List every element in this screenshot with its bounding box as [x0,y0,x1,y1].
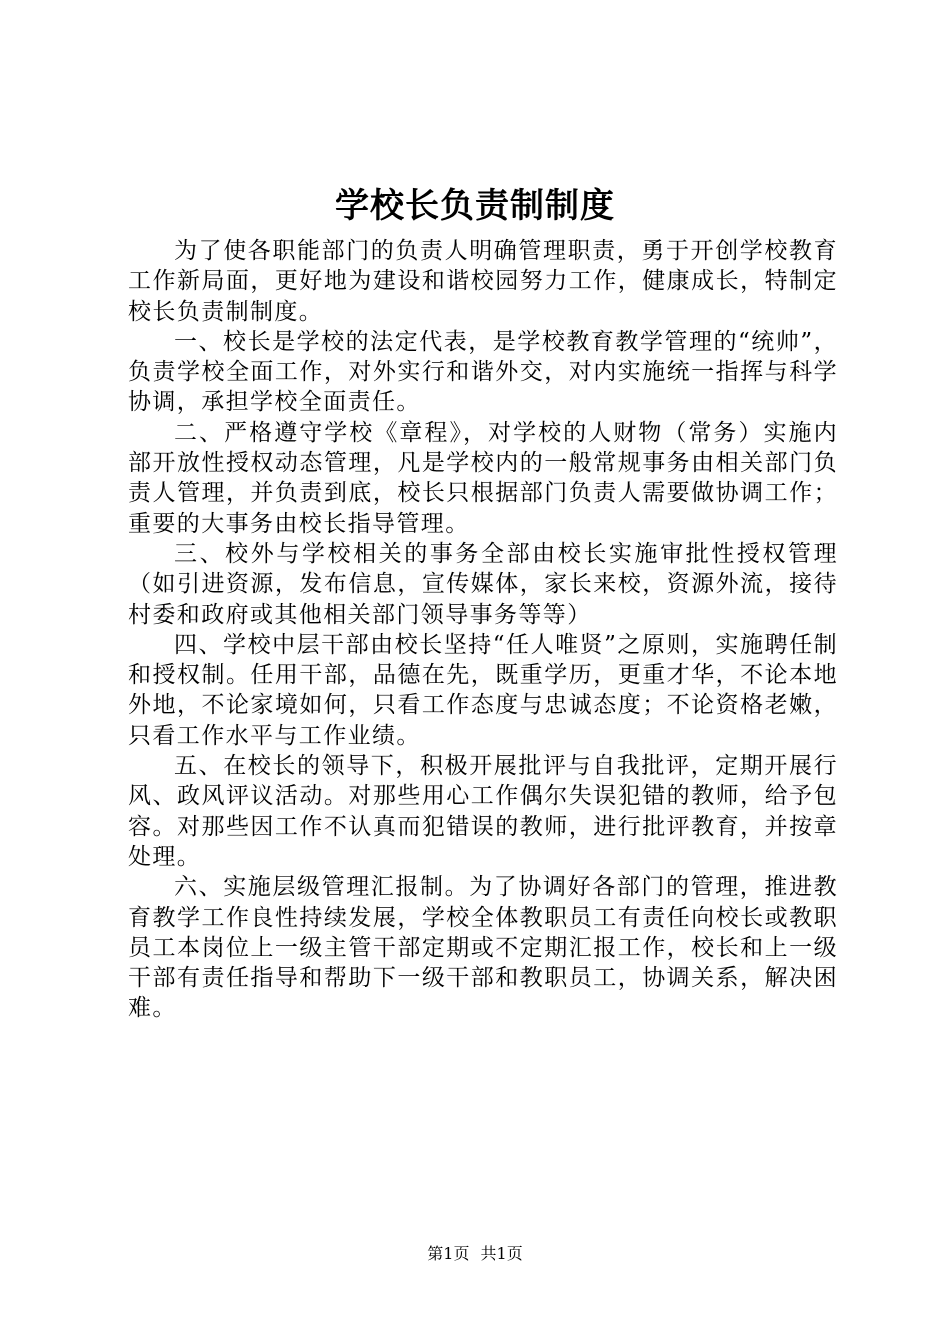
paragraph-item-6: 六、实施层级管理汇报制。为了协调好各部门的管理，推进教育教学工作良性持续发展，学校全体教职员工有责任向校长或教职员工本岗位上一级主管干部定期或不定期汇报工作，校长和上一级干部有责任指导和帮助下一级干部和教职员工，协调关系，解决困难。 [128,874,838,1022]
paragraph-item-3: 三、校外与学校相关的事务全部由校长实施审批性授权管理（如引进资源，发布信息，宣传媒体，家长来校，资源外流，接待村委和政府或其他相关部门领导事务等等） [128,540,838,628]
paragraph-item-4: 四、学校中层干部由校长坚持“任人唯贤”之原则，实施聘任制和授权制。任用干部，品德在先，既重学历，更重才华，不论本地外地，不论家境如何，只看工作态度与忠诚态度；不论资格老嫩，只看工作水平与工作业绩。 [128,631,838,749]
document-title: 学校长负责制制度 [335,186,615,226]
paragraph-item-1: 一、校长是学校的法定代表，是学校教育教学管理的“统帅”，负责学校全面工作，对外实行和谐外交，对内实施统一指挥与科学协调，承担学校全面责任。 [128,328,838,416]
document-body [128,236,838,1024]
paragraph-item-5: 五、在校长的领导下，积极开展批评与自我批评，定期开展行风、政风评议活动。对那些用心工作偶尔失误犯错的教师，给予包容。对那些因工作不认真而犯错误的教师，进行批评教育，并按章处理。 [128,753,838,870]
paragraph-intro: 为了使各职能部门的负责人明确管理职责，勇于开创学校教育工作新局面，更好地为建设和谐校园努力工作，健康成长，特制定校长负责制制度。 [128,238,838,325]
paragraph-item-2: 二、严格遵守学校《章程》，对学校的人财物（常务）实施内部开放性授权动态管理，凡是学校内的一般常规事务由相关部门负责人管理，并负责到底，校长只根据部门负责人需要做协调工作；重要的大事务由校长指导管理。 [128,419,838,537]
page-number-current: 第1页 [427,1244,470,1263]
page-number-total: 共1页 [480,1244,523,1263]
page-footer [0,1243,950,1265]
